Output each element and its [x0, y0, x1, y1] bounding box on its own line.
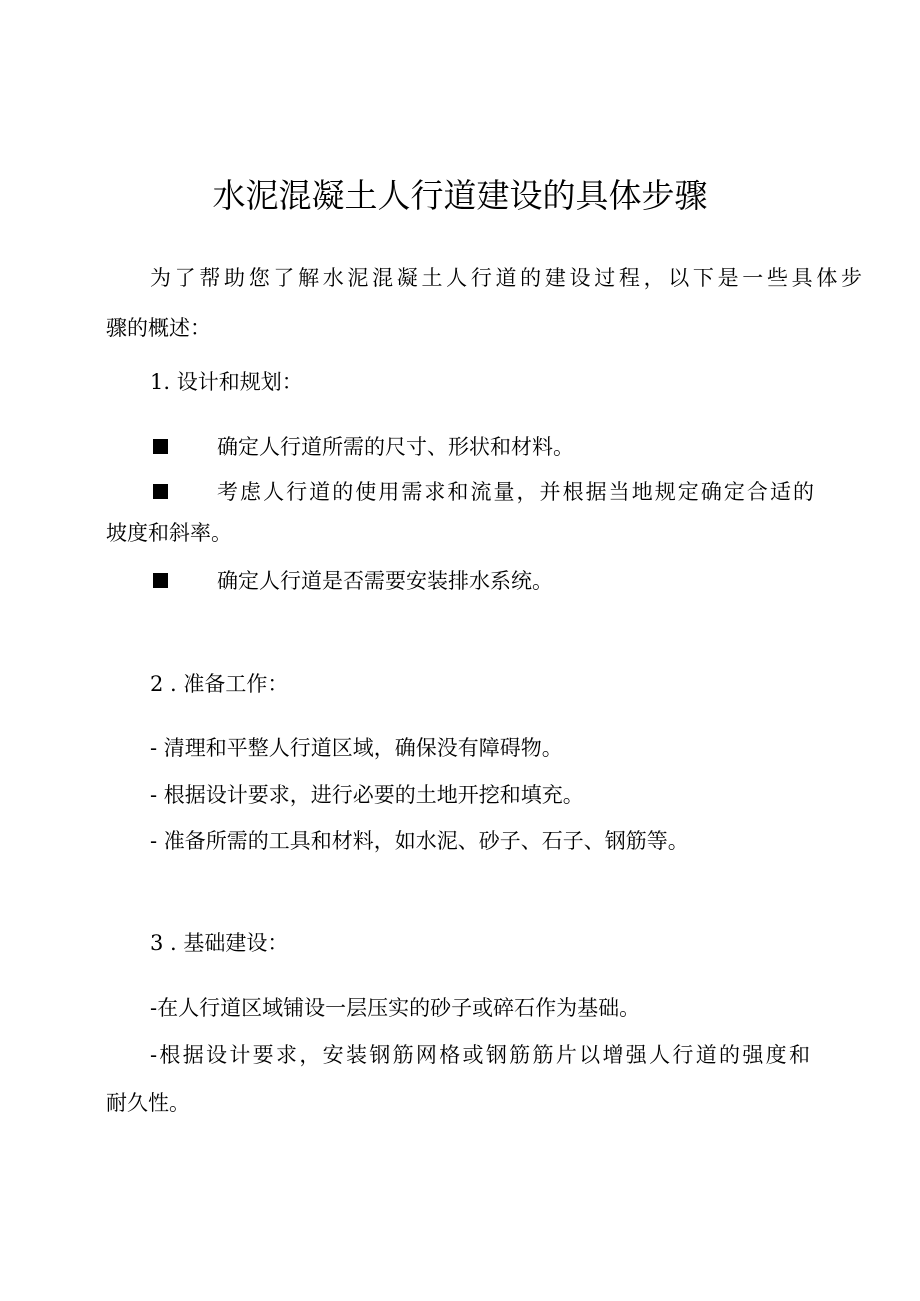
intro-paragraph-line-2: 骤的概述： — [106, 316, 211, 340]
square-bullet-icon — [153, 484, 168, 499]
section-3-item-1: -在人行道区域铺设一层压实的砂子或碎石作为基础。 — [150, 996, 641, 1020]
section-1-bullet-2 — [150, 477, 814, 507]
section-1-bullet-2-continuation: 坡度和斜率。 — [106, 521, 232, 545]
document-title: 水泥混凝土人行道建设的具体步骤 — [212, 176, 708, 215]
section-2-item-2: - 根据设计要求，进行必要的土地开挖和填充。 — [150, 783, 584, 807]
section-1-bullet-1 — [150, 432, 574, 462]
bullet-text: 考虑人行道的使用需求和流量，并根据当地规定确定合适的 — [217, 480, 814, 504]
square-bullet-icon — [153, 573, 168, 588]
intro-paragraph-line-1: 为了帮助您了解水泥混凝土人行道的建设过程，以下是一些具体步 — [150, 266, 862, 290]
section-2-heading: 2 . 准备工作： — [150, 672, 289, 696]
section-3-item-2: -根据设计要求，安装钢筋网格或钢筋筋片以增强人行道的强度和 — [150, 1043, 810, 1067]
section-3-heading: 3 . 基础建设： — [150, 931, 289, 955]
section-1-heading: 1. 设计和规划： — [150, 370, 303, 394]
square-bullet-icon — [153, 439, 168, 454]
section-2-item-3: - 准备所需的工具和材料，如水泥、砂子、石子、钢筋等。 — [150, 829, 689, 853]
bullet-text: 确定人行道是否需要安装排水系统。 — [217, 569, 553, 593]
bullet-text: 确定人行道所需的尺寸、形状和材料。 — [217, 435, 574, 459]
section-2-item-1: - 清理和平整人行道区域，确保没有障碍物。 — [150, 736, 563, 760]
section-1-bullet-3 — [150, 566, 553, 596]
section-3-item-2-continuation: 耐久性。 — [106, 1091, 190, 1115]
